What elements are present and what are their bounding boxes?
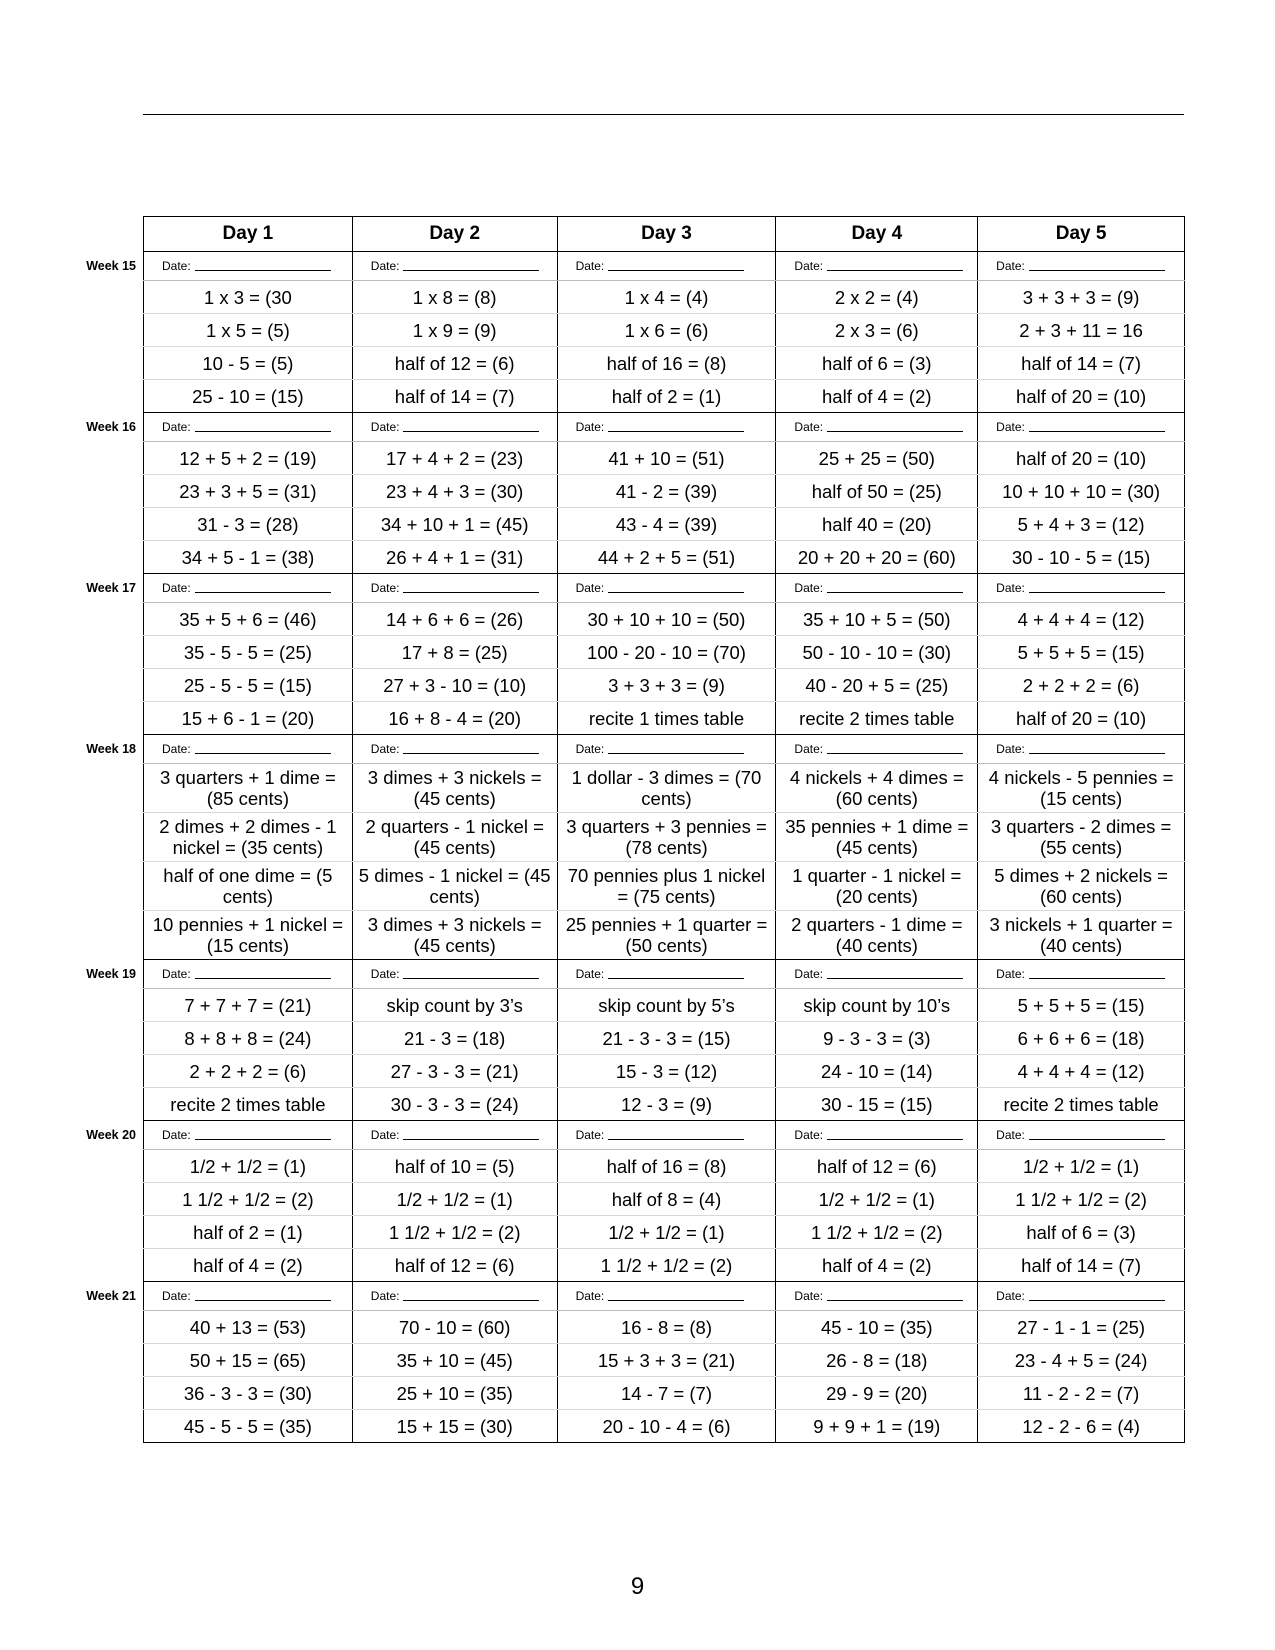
problem-cell: 20 - 10 - 4 = (6) — [557, 1410, 776, 1443]
problem-cell: 7 + 7 + 7 = (21) — [144, 989, 353, 1022]
problem-row — [144, 702, 1185, 735]
problem-cell: 70 - 10 = (60) — [352, 1311, 557, 1344]
problem-cell: 27 - 3 - 3 = (21) — [352, 1055, 557, 1088]
date-field[interactable] — [776, 1282, 978, 1311]
date-blank-line[interactable] — [1029, 1300, 1165, 1301]
date-label: Date: — [794, 259, 824, 273]
date-label: Date: — [162, 259, 191, 273]
date-blank-line[interactable] — [1029, 431, 1165, 432]
date-field[interactable] — [557, 735, 776, 764]
problem-cell: half of 16 = (8) — [557, 347, 776, 380]
date-label: Date: — [575, 581, 605, 595]
problem-cell: 2 x 3 = (6) — [776, 314, 978, 347]
problem-cell: 1/2 + 1/2 = (1) — [557, 1216, 776, 1249]
date-blank-line[interactable] — [608, 431, 744, 432]
problem-cell: 25 - 10 = (15) — [144, 380, 353, 413]
problem-cell: 4 + 4 + 4 = (12) — [978, 603, 1185, 636]
problem-cell: recite 2 times table — [776, 702, 978, 735]
date-label: Date: — [996, 1128, 1025, 1142]
problem-cell: 5 + 5 + 5 = (15) — [978, 989, 1185, 1022]
date-field[interactable] — [352, 252, 557, 281]
problem-cell: half of 8 = (4) — [557, 1183, 776, 1216]
date-label: Date: — [162, 1128, 191, 1142]
problem-cell: 16 + 8 - 4 = (20) — [352, 702, 557, 735]
date-label: Date: — [996, 967, 1025, 981]
date-blank-line[interactable] — [1029, 753, 1165, 754]
date-field[interactable] — [352, 1121, 557, 1150]
problem-cell: 20 + 20 + 20 = (60) — [776, 541, 978, 574]
problem-cell: 4 nickels + 4 dimes = (60 cents) — [776, 764, 978, 813]
date-label: Date: — [996, 1289, 1025, 1303]
problem-cell: 25 pennies + 1 quarter = (50 cents) — [557, 911, 776, 960]
problem-cell: 1 x 8 = (8) — [352, 281, 557, 314]
problem-cell: 2 + 2 + 2 = (6) — [144, 1055, 353, 1088]
date-field[interactable] — [978, 1121, 1185, 1150]
date-field[interactable] — [978, 574, 1185, 603]
problem-cell: 12 - 2 - 6 = (4) — [978, 1410, 1185, 1443]
problem-cell: half 40 = (20) — [776, 508, 978, 541]
date-label: Date: — [575, 1128, 605, 1142]
problem-cell: 1 quarter - 1 nickel = (20 cents) — [776, 862, 978, 911]
problem-row — [144, 862, 1185, 911]
problem-row — [144, 1344, 1185, 1377]
problem-cell: 10 pennies + 1 nickel = (15 cents) — [144, 911, 353, 960]
problem-cell: 23 + 4 + 3 = (30) — [352, 475, 557, 508]
problem-cell: 17 + 8 = (25) — [352, 636, 557, 669]
date-field[interactable] — [557, 574, 776, 603]
problem-row — [144, 1055, 1185, 1088]
date-field[interactable] — [144, 1282, 353, 1311]
date-blank-line[interactable] — [608, 753, 744, 754]
date-label: Date: — [996, 742, 1025, 756]
date-label: Date: — [996, 420, 1025, 434]
date-label: Date: — [370, 1128, 400, 1142]
problem-cell: 2 quarters - 1 dime = (40 cents) — [776, 911, 978, 960]
problem-cell: half of 20 = (10) — [978, 380, 1185, 413]
problem-cell: 4 nickels - 5 pennies = (15 cents) — [978, 764, 1185, 813]
problem-row — [144, 475, 1185, 508]
date-blank-line[interactable] — [1029, 592, 1165, 593]
problem-cell: 10 + 10 + 10 = (30) — [978, 475, 1185, 508]
problem-cell: 1 x 9 = (9) — [352, 314, 557, 347]
problem-row — [144, 1311, 1185, 1344]
problem-cell: 1/2 + 1/2 = (1) — [776, 1183, 978, 1216]
date-blank-line[interactable] — [403, 431, 539, 432]
date-field[interactable] — [557, 1121, 776, 1150]
problem-cell: 15 + 3 + 3 = (21) — [557, 1344, 776, 1377]
date-row — [144, 1121, 1185, 1150]
date-label: Date: — [575, 742, 605, 756]
date-row — [144, 574, 1185, 603]
problem-cell: half of 12 = (6) — [352, 347, 557, 380]
problem-cell: 1 1/2 + 1/2 = (2) — [352, 1216, 557, 1249]
problem-cell: 3 + 3 + 3 = (9) — [557, 669, 776, 702]
problem-row — [144, 442, 1185, 475]
problem-cell: 35 + 10 = (45) — [352, 1344, 557, 1377]
date-field[interactable] — [978, 735, 1185, 764]
date-blank-line[interactable] — [827, 270, 963, 271]
date-label: Date: — [370, 420, 400, 434]
date-blank-line[interactable] — [827, 592, 963, 593]
problem-cell: 36 - 3 - 3 = (30) — [144, 1377, 353, 1410]
date-field[interactable] — [352, 735, 557, 764]
date-blank-line[interactable] — [195, 431, 331, 432]
problem-cell: 29 - 9 = (20) — [776, 1377, 978, 1410]
problem-cell: 9 + 9 + 1 = (19) — [776, 1410, 978, 1443]
date-blank-line[interactable] — [608, 1300, 744, 1301]
date-field[interactable] — [776, 252, 978, 281]
date-label: Date: — [162, 967, 191, 981]
week-label: Week 15 — [86, 259, 136, 273]
problem-row — [144, 508, 1185, 541]
date-blank-line[interactable] — [608, 1139, 744, 1140]
problem-cell: half of 20 = (10) — [978, 702, 1185, 735]
problem-cell: 8 + 8 + 8 = (24) — [144, 1022, 353, 1055]
problem-cell: recite 2 times table — [978, 1088, 1185, 1121]
problem-cell: half of 14 = (7) — [352, 380, 557, 413]
date-label: Date: — [370, 259, 400, 273]
problem-cell: 1/2 + 1/2 = (1) — [352, 1183, 557, 1216]
problem-cell: 1 dollar - 3 dimes = (70 cents) — [557, 764, 776, 813]
date-field[interactable] — [776, 413, 978, 442]
problem-row — [144, 1216, 1185, 1249]
problem-cell: 3 dimes + 3 nickels = (45 cents) — [352, 764, 557, 813]
problem-cell: half of 4 = (2) — [776, 1249, 978, 1282]
problem-cell: 6 + 6 + 6 = (18) — [978, 1022, 1185, 1055]
problem-cell: 15 + 15 = (30) — [352, 1410, 557, 1443]
problem-cell: half of one dime = (5 cents) — [144, 862, 353, 911]
problem-row — [144, 541, 1185, 574]
date-row — [144, 735, 1185, 764]
problem-cell: 12 + 5 + 2 = (19) — [144, 442, 353, 475]
date-label: Date: — [575, 420, 605, 434]
date-field[interactable] — [352, 574, 557, 603]
date-label: Date: — [794, 581, 824, 595]
problem-cell: 12 - 3 = (9) — [557, 1088, 776, 1121]
problem-row — [144, 669, 1185, 702]
problem-cell: half of 12 = (6) — [776, 1150, 978, 1183]
date-label: Date: — [996, 581, 1025, 595]
date-field[interactable] — [978, 252, 1185, 281]
date-field[interactable] — [144, 574, 353, 603]
problem-cell: 21 - 3 = (18) — [352, 1022, 557, 1055]
problem-cell: 30 - 15 = (15) — [776, 1088, 978, 1121]
problem-cell: half of 4 = (2) — [776, 380, 978, 413]
problem-cell: 1/2 + 1/2 = (1) — [144, 1150, 353, 1183]
problem-cell: 16 - 8 = (8) — [557, 1311, 776, 1344]
date-blank-line[interactable] — [195, 978, 331, 979]
date-label: Date: — [162, 742, 191, 756]
date-field[interactable] — [144, 413, 353, 442]
schedule-table — [143, 216, 1185, 1443]
problem-row — [144, 1183, 1185, 1216]
problem-row — [144, 1022, 1185, 1055]
problem-cell: skip count by 10’s — [776, 989, 978, 1022]
problem-cell: skip count by 3’s — [352, 989, 557, 1022]
problem-cell: 34 + 10 + 1 = (45) — [352, 508, 557, 541]
date-field[interactable] — [557, 1282, 776, 1311]
problem-cell: 1 x 4 = (4) — [557, 281, 776, 314]
week-label: Week 20 — [86, 1128, 136, 1142]
week-label: Week 17 — [86, 581, 136, 595]
problem-cell: 40 - 20 + 5 = (25) — [776, 669, 978, 702]
date-label: Date: — [162, 420, 191, 434]
problem-cell: half of 14 = (7) — [978, 347, 1185, 380]
date-field[interactable] — [557, 252, 776, 281]
date-blank-line[interactable] — [403, 978, 539, 979]
date-label: Date: — [794, 420, 824, 434]
problem-cell: 45 - 10 = (35) — [776, 1311, 978, 1344]
week-label: Week 19 — [86, 967, 136, 981]
date-blank-line[interactable] — [195, 753, 331, 754]
problem-row — [144, 1150, 1185, 1183]
date-blank-line[interactable] — [827, 1139, 963, 1140]
problem-row — [144, 1410, 1185, 1443]
problem-cell: 3 quarters - 2 dimes = (55 cents) — [978, 813, 1185, 862]
date-label: Date: — [370, 1289, 400, 1303]
problem-cell: 1 x 6 = (6) — [557, 314, 776, 347]
problem-cell: 35 - 5 - 5 = (25) — [144, 636, 353, 669]
top-rule — [143, 114, 1184, 115]
problem-cell: 1/2 + 1/2 = (1) — [978, 1150, 1185, 1183]
problem-cell: recite 2 times table — [144, 1088, 353, 1121]
problem-cell: 3 nickels + 1 quarter = (40 cents) — [978, 911, 1185, 960]
problem-row — [144, 347, 1185, 380]
date-label: Date: — [162, 1289, 191, 1303]
date-field[interactable] — [978, 413, 1185, 442]
problem-cell: 5 dimes - 1 nickel = (45 cents) — [352, 862, 557, 911]
problem-row — [144, 764, 1185, 813]
problem-cell: half of 2 = (1) — [557, 380, 776, 413]
problem-cell: 15 - 3 = (12) — [557, 1055, 776, 1088]
problem-cell: 25 - 5 - 5 = (15) — [144, 669, 353, 702]
problem-cell: 2 + 3 + 11 = 16 — [978, 314, 1185, 347]
problem-cell: half of 6 = (3) — [978, 1216, 1185, 1249]
problem-cell: 3 + 3 + 3 = (9) — [978, 281, 1185, 314]
date-blank-line[interactable] — [827, 431, 963, 432]
problem-cell: 3 dimes + 3 nickels = (45 cents) — [352, 911, 557, 960]
problem-cell: 14 - 7 = (7) — [557, 1377, 776, 1410]
date-row — [144, 1282, 1185, 1311]
problem-cell: 23 - 4 + 5 = (24) — [978, 1344, 1185, 1377]
date-label: Date: — [794, 742, 824, 756]
date-field[interactable] — [978, 1282, 1185, 1311]
problem-cell: 24 - 10 = (14) — [776, 1055, 978, 1088]
problem-cell: 31 - 3 = (28) — [144, 508, 353, 541]
problem-row — [144, 380, 1185, 413]
problem-cell: 27 + 3 - 10 = (10) — [352, 669, 557, 702]
problem-row — [144, 636, 1185, 669]
problem-row — [144, 989, 1185, 1022]
problem-cell: half of 16 = (8) — [557, 1150, 776, 1183]
header-row — [144, 217, 1185, 252]
problem-cell: 34 + 5 - 1 = (38) — [144, 541, 353, 574]
problem-cell: 25 + 25 = (50) — [776, 442, 978, 475]
problem-row — [144, 813, 1185, 862]
problem-cell: 5 + 4 + 3 = (12) — [978, 508, 1185, 541]
day-4-header: Day 4 — [776, 217, 978, 252]
problem-cell: 30 - 10 - 5 = (15) — [978, 541, 1185, 574]
problem-cell: 35 + 10 + 5 = (50) — [776, 603, 978, 636]
problem-row — [144, 1088, 1185, 1121]
date-blank-line[interactable] — [608, 592, 744, 593]
problem-cell: 9 - 3 - 3 = (3) — [776, 1022, 978, 1055]
problem-cell: 3 quarters + 1 dime = (85 cents) — [144, 764, 353, 813]
problem-cell: half of 12 = (6) — [352, 1249, 557, 1282]
problem-cell: 2 dimes + 2 dimes - 1 nickel = (35 cents) — [144, 813, 353, 862]
problem-row — [144, 314, 1185, 347]
date-field[interactable] — [978, 960, 1185, 989]
problem-cell: half of 50 = (25) — [776, 475, 978, 508]
date-blank-line[interactable] — [1029, 270, 1165, 271]
day-5-header: Day 5 — [978, 217, 1185, 252]
problem-cell: 5 dimes + 2 nickels = (60 cents) — [978, 862, 1185, 911]
date-label: Date: — [370, 742, 400, 756]
problem-cell: 1 1/2 + 1/2 = (2) — [557, 1249, 776, 1282]
problem-cell: 10 - 5 = (5) — [144, 347, 353, 380]
problem-cell: half of 4 = (2) — [144, 1249, 353, 1282]
problem-cell: 30 + 10 + 10 = (50) — [557, 603, 776, 636]
problem-row — [144, 281, 1185, 314]
problem-cell: 23 + 3 + 5 = (31) — [144, 475, 353, 508]
date-blank-line[interactable] — [195, 270, 331, 271]
date-blank-line[interactable] — [608, 978, 744, 979]
problem-cell: 2 + 2 + 2 = (6) — [978, 669, 1185, 702]
date-field[interactable] — [144, 735, 353, 764]
date-field[interactable] — [557, 413, 776, 442]
page-number: 9 — [630, 1573, 645, 1600]
date-label: Date: — [575, 259, 605, 273]
date-blank-line[interactable] — [827, 1300, 963, 1301]
problem-row — [144, 1249, 1185, 1282]
problem-cell: 35 pennies + 1 dime = (45 cents) — [776, 813, 978, 862]
problem-cell: half of 14 = (7) — [978, 1249, 1185, 1282]
date-field[interactable] — [352, 1282, 557, 1311]
problem-cell: 35 + 5 + 6 = (46) — [144, 603, 353, 636]
problem-cell: 41 - 2 = (39) — [557, 475, 776, 508]
date-blank-line[interactable] — [1029, 978, 1165, 979]
date-field[interactable] — [144, 252, 353, 281]
problem-cell: 14 + 6 + 6 = (26) — [352, 603, 557, 636]
date-blank-line[interactable] — [195, 1300, 331, 1301]
date-field[interactable] — [776, 960, 978, 989]
date-label: Date: — [370, 581, 400, 595]
problem-cell: 1 1/2 + 1/2 = (2) — [144, 1183, 353, 1216]
date-blank-line[interactable] — [827, 753, 963, 754]
problem-cell: 2 quarters - 1 nickel = (45 cents) — [352, 813, 557, 862]
date-label: Date: — [575, 1289, 605, 1303]
date-blank-line[interactable] — [403, 270, 539, 271]
problem-cell: half of 10 = (5) — [352, 1150, 557, 1183]
problem-cell: 70 pennies plus 1 nickel = (75 cents) — [557, 862, 776, 911]
problem-cell: 27 - 1 - 1 = (25) — [978, 1311, 1185, 1344]
date-field[interactable] — [776, 735, 978, 764]
day-3-header: Day 3 — [557, 217, 776, 252]
problem-cell: 26 - 8 = (18) — [776, 1344, 978, 1377]
schedule-body — [144, 252, 1185, 1443]
problem-cell: 3 quarters + 3 pennies = (78 cents) — [557, 813, 776, 862]
problem-cell: 50 - 10 - 10 = (30) — [776, 636, 978, 669]
date-label: Date: — [794, 967, 824, 981]
date-label: Date: — [575, 967, 605, 981]
problem-cell: 11 - 2 - 2 = (7) — [978, 1377, 1185, 1410]
problem-row — [144, 603, 1185, 636]
date-blank-line[interactable] — [403, 753, 539, 754]
problem-row — [144, 1377, 1185, 1410]
date-label: Date: — [370, 967, 400, 981]
problem-cell: 21 - 3 - 3 = (15) — [557, 1022, 776, 1055]
date-row — [144, 252, 1185, 281]
date-field[interactable] — [352, 413, 557, 442]
week-label: Week 16 — [86, 420, 136, 434]
problem-cell: half of 2 = (1) — [144, 1216, 353, 1249]
problem-cell: 43 - 4 = (39) — [557, 508, 776, 541]
problem-cell: 41 + 10 = (51) — [557, 442, 776, 475]
date-blank-line[interactable] — [1029, 1139, 1165, 1140]
problem-cell: 44 + 2 + 5 = (51) — [557, 541, 776, 574]
problem-cell: 26 + 4 + 1 = (31) — [352, 541, 557, 574]
date-blank-line[interactable] — [608, 270, 744, 271]
date-label: Date: — [794, 1128, 824, 1142]
problem-cell: 4 + 4 + 4 = (12) — [978, 1055, 1185, 1088]
date-field[interactable] — [144, 960, 353, 989]
date-blank-line[interactable] — [403, 592, 539, 593]
week-label: Week 21 — [86, 1289, 136, 1303]
day-2-header: Day 2 — [352, 217, 557, 252]
date-field[interactable] — [144, 1121, 353, 1150]
date-blank-line[interactable] — [403, 1300, 539, 1301]
date-row — [144, 413, 1185, 442]
problem-cell: 50 + 15 = (65) — [144, 1344, 353, 1377]
problem-cell: skip count by 5’s — [557, 989, 776, 1022]
week-labels — [60, 0, 140, 1650]
problem-cell: recite 1 times table — [557, 702, 776, 735]
problem-cell: 40 + 13 = (53) — [144, 1311, 353, 1344]
problem-cell: 5 + 5 + 5 = (15) — [978, 636, 1185, 669]
date-blank-line[interactable] — [195, 1139, 331, 1140]
problem-cell: 1 1/2 + 1/2 = (2) — [978, 1183, 1185, 1216]
problem-cell: 15 + 6 - 1 = (20) — [144, 702, 353, 735]
date-field[interactable] — [776, 574, 978, 603]
date-blank-line[interactable] — [827, 978, 963, 979]
problem-cell: 100 - 20 - 10 = (70) — [557, 636, 776, 669]
problem-cell: 45 - 5 - 5 = (35) — [144, 1410, 353, 1443]
date-blank-line[interactable] — [403, 1139, 539, 1140]
date-label: Date: — [162, 581, 191, 595]
problem-cell: 25 + 10 = (35) — [352, 1377, 557, 1410]
problem-cell: 1 x 5 = (5) — [144, 314, 353, 347]
problem-row — [144, 911, 1185, 960]
problem-cell: 1 x 3 = (30 — [144, 281, 353, 314]
problem-cell: 1 1/2 + 1/2 = (2) — [776, 1216, 978, 1249]
problem-cell: half of 20 = (10) — [978, 442, 1185, 475]
date-row — [144, 960, 1185, 989]
problem-cell: 30 - 3 - 3 = (24) — [352, 1088, 557, 1121]
day-1-header: Day 1 — [144, 217, 353, 252]
date-blank-line[interactable] — [195, 592, 331, 593]
date-label: Date: — [794, 1289, 824, 1303]
date-label: Date: — [996, 259, 1025, 273]
problem-cell: 2 x 2 = (4) — [776, 281, 978, 314]
date-field[interactable] — [557, 960, 776, 989]
week-label: Week 18 — [86, 742, 136, 756]
date-field[interactable] — [776, 1121, 978, 1150]
date-field[interactable] — [352, 960, 557, 989]
problem-cell: 17 + 4 + 2 = (23) — [352, 442, 557, 475]
problem-cell: half of 6 = (3) — [776, 347, 978, 380]
